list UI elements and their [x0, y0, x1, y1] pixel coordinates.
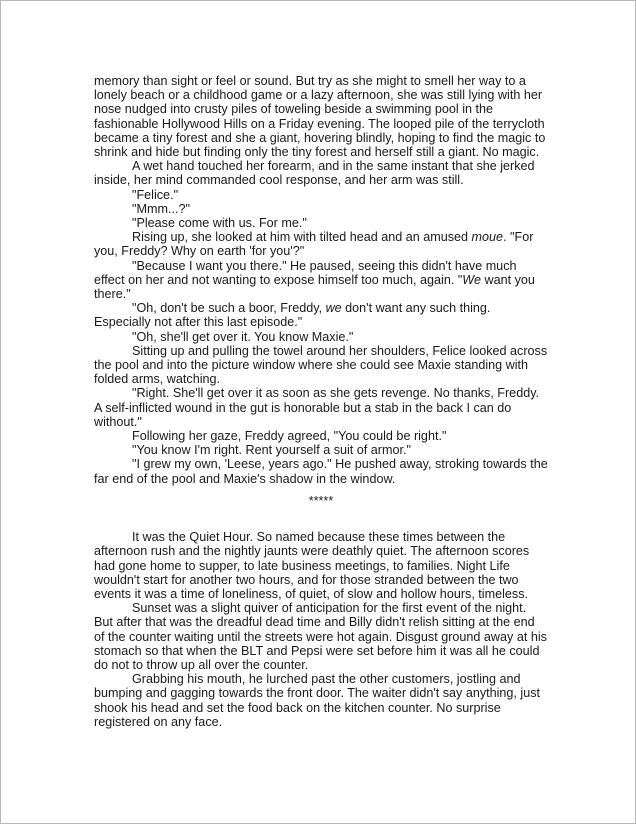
- paragraph-2: A wet hand touched her forearm, and in the same instant that she jerked inside, her mind commanded cool response, and her arm was still.: [94, 159, 535, 188]
- emphasis-we: We: [462, 272, 481, 287]
- paragraph-because: "Because I want you there." He paused, seeing this didn't have much effect on her and not wanting to expose himself too much, again. "We want you there.": [94, 258, 535, 302]
- dialogue-following: Following her gaze, Freddy agreed, "You could be right.": [132, 429, 447, 444]
- dialogue-please-come: "Please come with us. For me.": [132, 216, 307, 231]
- dialogue-get-over-it: "Oh, she'll get over it. You know Maxie.": [132, 329, 354, 344]
- paragraph-boor: "Oh, don't be such a boor, Freddy, we don't want any such thing. Especially not after this last episode.": [94, 301, 491, 330]
- paragraph-quiet-hour: It was the Quiet Hour. So named because these times between the afternoon rush and the nightly jaunts were deathly quiet. The afternoon scores had gone home to supper, to late business meetings, to families. Night Life wouldn't start for another two hours, and for those stranded between the two events it was a time of loneliness, of quiet, of slow and hollow hours, timeless.: [94, 530, 530, 601]
- paragraph-sitting-up: Sitting up and pulling the towel around her shoulders, Felice looked across the pool and into the picture window where she could see Maxie standing with folded arms, watching.: [94, 343, 548, 387]
- paragraph-sunset: Sunset was a slight quiver of anticipation for the first event of the night. But after that was the dreadful dead time and Billy didn't relish sitting at the end of the counter waiting until the streets were hot again. Disgust ground away at his stomach so that when the BLT and Pepsi were set before him it was all he could do not to throw up all over the counter.: [94, 601, 547, 672]
- section-separator: *****: [308, 493, 334, 508]
- paragraph-revenge: "Right. She'll get over it as soon as she gets revenge. No thanks, Freddy. A self-inflicted wound in the gut is honorable but a stab in the back I can do without.": [94, 386, 540, 429]
- paragraph-1: memory than sight or feel or sound. But try as she might to smell her way to a lonely beach or a childhood game or a lazy afternoon, she was still lying with her nose nudged into crusty piles of toweling beside a swimming pool in the fashionable Hollywood Hills on a Friday evening. The looped pile of the terrycloth became a tiny forest and she a giant, hovering blindly, hoping to find the magic to shrink and hide but finding only the tiny forest and herself still a giant. No magic.: [94, 74, 546, 160]
- paragraph-grew-my-own: "I grew my own, 'Leese, years ago." He pushed away, stroking towards the far end of the pool and Maxie's shadow in the window.: [94, 457, 548, 486]
- emphasis-moue: moue: [471, 230, 504, 245]
- dialogue-felice: "Felice.": [132, 187, 179, 202]
- paragraph-rising-up: Rising up, she looked at him with tilted head and an amused moue. "For you, Freddy? Why on earth 'for you'?": [94, 230, 534, 259]
- paragraph-grabbing: Grabbing his mouth, he lurched past the other customers, jostling and bumping and gagging towards the front door. The waiter didn't say anything, just shook his head and set the food back on the kitchen counter. No surprise registered on any face.: [94, 672, 541, 729]
- dialogue-mmm: "Mmm...?": [132, 201, 190, 216]
- dialogue-armor: "You know I'm right. Rent yourself a suit of armor.": [132, 443, 411, 458]
- document-page: [94, 74, 548, 729]
- emphasis-we-lower: we: [325, 301, 342, 316]
